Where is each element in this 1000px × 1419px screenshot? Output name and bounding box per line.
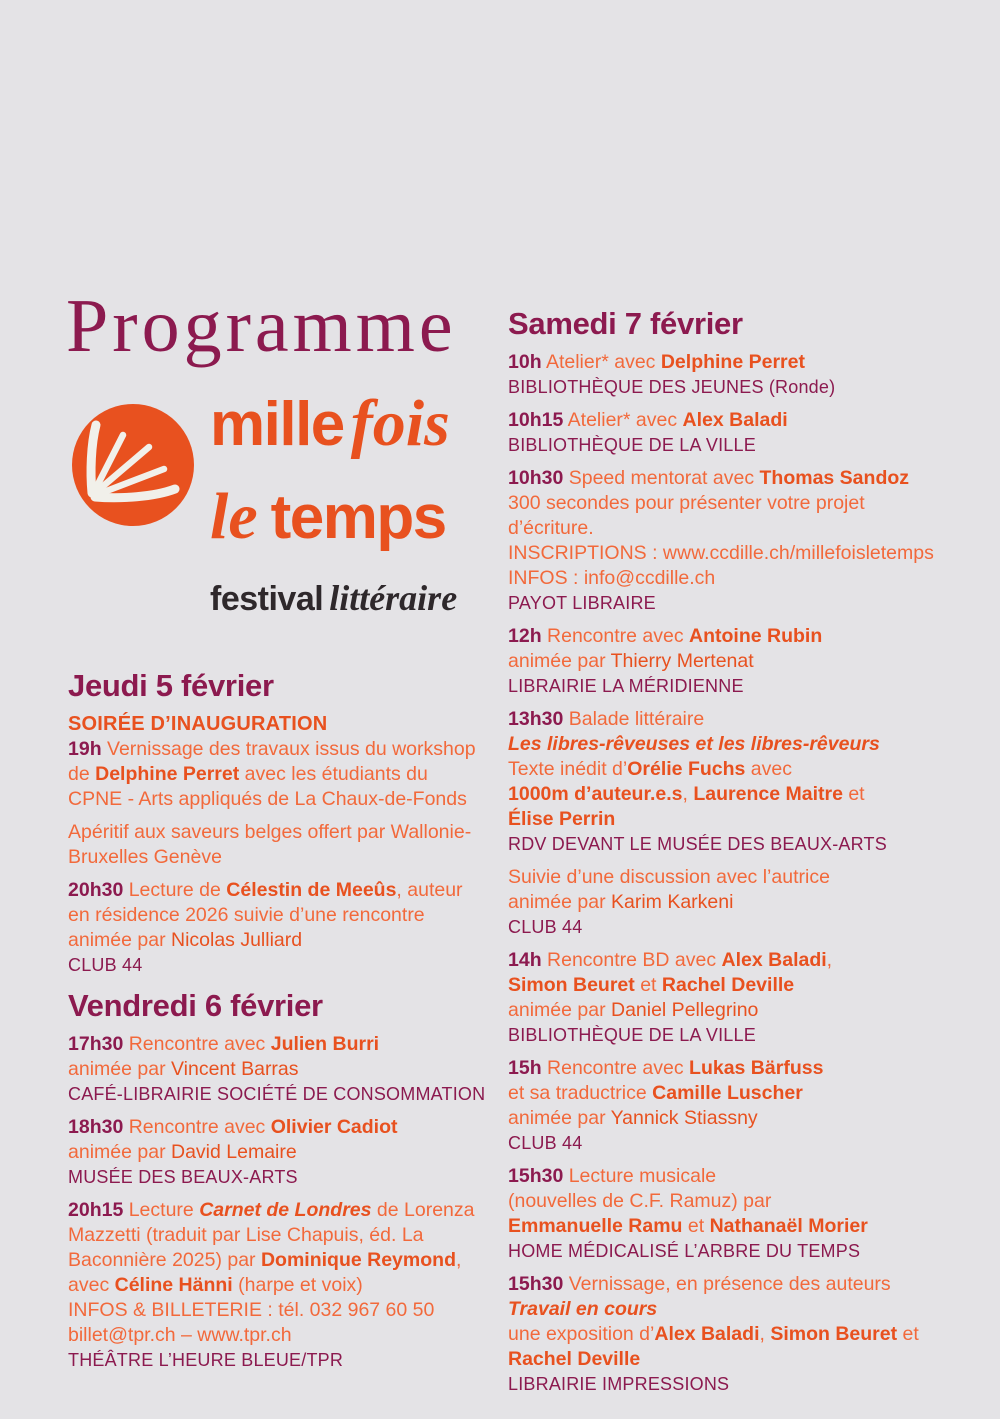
time-label: 10h30 [508,467,564,489]
body-text: , auteur [396,879,463,901]
body-text: avec [68,1274,115,1296]
text-line [508,1189,980,1214]
column-left [68,668,508,1381]
text-line [68,737,508,762]
day-section [68,668,508,978]
body-text: (harpe et voix) [232,1274,363,1296]
text-line [68,845,508,870]
guest-name: Camille Luscher [652,1082,803,1104]
event-entry [508,350,980,400]
text-line [508,973,980,998]
body-text: Vernissage, en présence des auteurs [563,1273,891,1295]
body-text: Vernissage des travaux issus du workshop [101,738,476,760]
body-text: Mazzetti (traduit par Lise Chapuis, éd. La [68,1224,424,1246]
day-section [508,306,980,1397]
body-text: , [682,783,694,805]
venue-label: THÉÂTRE L’HEURE BLEUE/TPR [68,1350,344,1370]
text-line [508,375,980,400]
guest-name: Julien Burri [270,1033,380,1055]
body-text: et [897,1323,919,1345]
guest-name: Alex Baladi [721,949,827,971]
guest-name: Olivier Cadiot [270,1116,398,1138]
event-entry [68,1032,508,1107]
body-text: Lecture [123,1199,200,1221]
book-fan-icon [72,404,194,526]
body-text: Balade littéraire [563,708,705,730]
logo-word-le: le [210,480,258,553]
venue-label: LIBRAIRIE IMPRESSIONS [508,1374,730,1394]
moderator-name: Daniel Pellegrino [610,999,759,1021]
text-line [68,1248,508,1273]
text-line [508,433,980,458]
text-line [508,1081,980,1106]
venue-label: BIBLIOTHÈQUE DE LA VILLE [508,435,756,455]
text-line [508,1347,980,1372]
venue-label: MUSÉE DES BEAUX-ARTS [68,1167,298,1187]
text-line [68,787,508,812]
body-text: Rencontre BD avec [541,949,722,971]
body-text: animée par [508,999,611,1021]
time-label: 19h [68,738,102,760]
body-text: , [826,949,833,971]
subtitle-litteraire: littéraire [329,578,458,618]
event-entry [508,948,980,1048]
body-text: Atelier* avec [541,351,661,373]
page-title: Programme [66,284,457,368]
venue-label: LIBRAIRIE LA MÉRIDIENNE [508,676,744,696]
work-title: Travail en cours [508,1298,658,1320]
event-entry [508,1272,980,1397]
text-line [508,1239,980,1264]
text-line [508,350,980,375]
body-text: Rencontre avec [541,1057,690,1079]
text-line [68,1165,508,1190]
day-header: Samedi 7 février [508,306,743,341]
guest-name: Céline Hänni [114,1274,233,1296]
text-line [68,1273,508,1298]
time-label: 20h15 [68,1199,124,1221]
venue-label: CLUB 44 [508,917,583,937]
text-line [68,1140,508,1165]
body-text: Suivie d’une discussion avec l’autrice [508,866,830,888]
body-text: de [68,763,96,785]
event-entry [68,1198,508,1373]
venue-label: BIBLIOTHÈQUE DE LA VILLE [508,1025,756,1045]
event-entry [68,878,508,978]
text-line [68,1323,508,1348]
guest-name: Thomas Sandoz [759,467,910,489]
text-line [508,707,980,732]
body-text: INSCRIPTIONS : www.ccdille.ch/millefoisletemps [508,542,934,564]
festival-logo [210,386,457,626]
time-label: 15h30 [508,1165,564,1187]
body-text: de Lorenza [371,1199,475,1221]
text-line [508,566,980,591]
text-line [508,915,980,940]
text-line [508,491,980,516]
time-label: 15h30 [508,1273,564,1295]
body-text: Bruxelles Genève [68,846,222,868]
text-line [68,953,508,978]
text-line [508,948,980,973]
logo-word-temps: temps [270,483,446,552]
text-line [508,890,980,915]
festival-subtitle [210,578,457,626]
text-line [508,1297,980,1322]
guest-name: Élise Perrin [508,808,616,830]
event-entry [508,466,980,616]
body-text: Apéritif aux saveurs belges offert par Wallonie- [68,821,472,843]
body-text: Texte inédit d’ [508,758,628,780]
body-text: Atelier* avec [563,409,683,431]
guest-name: Laurence Maitre [693,783,843,805]
text-line [508,1131,980,1156]
text-line [68,762,508,787]
body-text: billet@tpr.ch – www.tpr.ch [68,1324,292,1346]
body-text: et [682,1215,710,1237]
event-entry [68,1115,508,1190]
time-label: 20h30 [68,879,124,901]
body-text: Lecture de [123,879,227,901]
logo-line-1 [210,386,457,479]
body-text: et [634,974,662,996]
moderator-name: Karim Karkeni [610,891,734,913]
body-text: en résidence 2026 suivie d’une rencontre [68,904,425,926]
column-right [508,306,980,1405]
body-text: , [455,1249,462,1271]
text-line [68,1115,508,1140]
body-text: Speed mentorat avec [563,467,760,489]
venue-label: CAFÉ-LIBRAIRIE SOCIÉTÉ DE CONSOMMATION [68,1084,486,1104]
body-text: Rencontre avec [123,1033,271,1055]
moderator-name: Vincent Barras [170,1058,299,1080]
text-line [68,1348,508,1373]
text-line [508,1272,980,1297]
text-line [508,466,980,491]
guest-name: Lukas Bärfuss [689,1057,824,1079]
text-line [508,516,980,541]
guest-name: Nathanaël Morier [709,1215,868,1237]
moderator-name: Nicolas Julliard [170,929,303,951]
text-line [508,1106,980,1131]
guest-name: 1000m d’auteur.e.s [508,783,683,805]
event-entry [68,820,508,870]
event-entry [508,1164,980,1264]
body-text: Rencontre avec [541,625,690,647]
guest-name: Dominique Reymond [260,1249,456,1271]
event-entry [508,865,980,940]
guest-name: Simon Beuret [770,1323,898,1345]
venue-label: CLUB 44 [508,1133,583,1153]
body-text: animée par [508,1107,611,1129]
text-line [508,649,980,674]
event-entry [508,624,980,699]
body-text: INFOS : info@ccdille.ch [508,567,716,589]
time-label: 13h30 [508,708,564,730]
body-text: une exposition d’ [508,1323,655,1345]
time-label: 10h15 [508,409,564,431]
guest-name: Rachel Deville [661,974,795,996]
venue-label: HOME MÉDICALISÉ L’ARBRE DU TEMPS [508,1241,861,1261]
text-line [68,878,508,903]
subtitle-festival: festival [210,580,324,618]
moderator-name: Thierry Mertenat [610,650,754,672]
text-line [508,998,980,1023]
event-entry [508,707,980,857]
body-text: Baconnière 2025) par [68,1249,261,1271]
text-line [68,1198,508,1223]
day-header: Vendredi 6 février [68,988,323,1023]
text-line [508,541,980,566]
body-text: animée par [508,650,611,672]
body-text: INFOS & BILLETERIE : tél. 032 967 60 50 [68,1299,435,1321]
text-line [508,1056,980,1081]
body-text: , [759,1323,771,1345]
text-line [508,1023,980,1048]
event-entry [508,1056,980,1156]
guest-name: Emmanuelle Ramu [508,1215,683,1237]
text-line [508,832,980,857]
text-line [508,624,980,649]
venue-label: BIBLIOTHÈQUE DES JEUNES (Ronde) [508,377,836,397]
text-line [68,1298,508,1323]
text-line [68,1082,508,1107]
text-line [508,408,980,433]
body-text: avec [745,758,792,780]
section-kicker: SOIRÉE D’INAUGURATION [68,713,328,735]
text-line [508,1322,980,1347]
text-line [508,674,980,699]
time-label: 12h [508,625,542,647]
text-line [508,1164,980,1189]
logo-word-fois: fois [350,387,450,460]
venue-label: PAYOT LIBRAIRE [508,593,656,613]
moderator-name: David Lemaire [170,1141,297,1163]
time-label: 14h [508,949,542,971]
text-line [68,1032,508,1057]
guest-name: Célestin de Meeûs [226,879,397,901]
work-title: Carnet de Londres [199,1199,372,1221]
guest-name: Alex Baladi [654,1323,760,1345]
body-text: animée par [68,1058,171,1080]
guest-name: Delphine Perret [660,351,805,373]
time-label: 15h [508,1057,542,1079]
event-entry [68,712,508,812]
work-title: Les libres-rêveuses et les libres-rêveurs [508,733,880,755]
body-text: et sa traductrice [508,1082,653,1104]
moderator-name: Yannick Stiassny [610,1107,758,1129]
logo-word-mille: mille [210,390,344,459]
guest-name: Alex Baladi [682,409,788,431]
text-line [68,903,508,928]
text-line [508,782,980,807]
text-line [68,820,508,845]
text-line [68,928,508,953]
body-text: Lecture musicale [563,1165,717,1187]
time-label: 18h30 [68,1116,124,1138]
venue-label: CLUB 44 [68,955,143,975]
guest-name: Antoine Rubin [689,625,823,647]
guest-name: Simon Beuret [508,974,635,996]
body-text: animée par [68,1141,171,1163]
body-text: et [842,783,865,805]
text-line [68,1223,508,1248]
day-section [68,988,508,1373]
text-line [508,1214,980,1239]
guest-name: Delphine Perret [95,763,240,785]
text-line [68,712,508,737]
time-label: 17h30 [68,1033,124,1055]
body-text: (nouvelles de C.F. Ramuz) par [508,1190,772,1212]
logo-line-2 [210,479,457,572]
body-text: d’écriture. [508,517,594,539]
text-line [508,732,980,757]
day-header: Jeudi 5 février [68,668,274,703]
text-line [68,1057,508,1082]
body-text: CPNE - Arts appliqués de La Chaux-de-Fonds [68,788,467,810]
event-entry [508,408,980,458]
time-label: 10h [508,351,542,373]
text-line [508,865,980,890]
body-text: animée par [508,891,611,913]
text-line [508,591,980,616]
guest-name: Rachel Deville [508,1348,641,1370]
text-line [508,1372,980,1397]
body-text: 300 secondes pour présenter votre projet [508,492,865,514]
venue-label: RDV DEVANT LE MUSÉE DES BEAUX-ARTS [508,834,887,854]
text-line [508,757,980,782]
body-text: avec les étudiants du [239,763,428,785]
body-text: animée par [68,929,171,951]
text-line [508,807,980,832]
body-text: Rencontre avec [123,1116,271,1138]
guest-name: Orélie Fuchs [627,758,746,780]
